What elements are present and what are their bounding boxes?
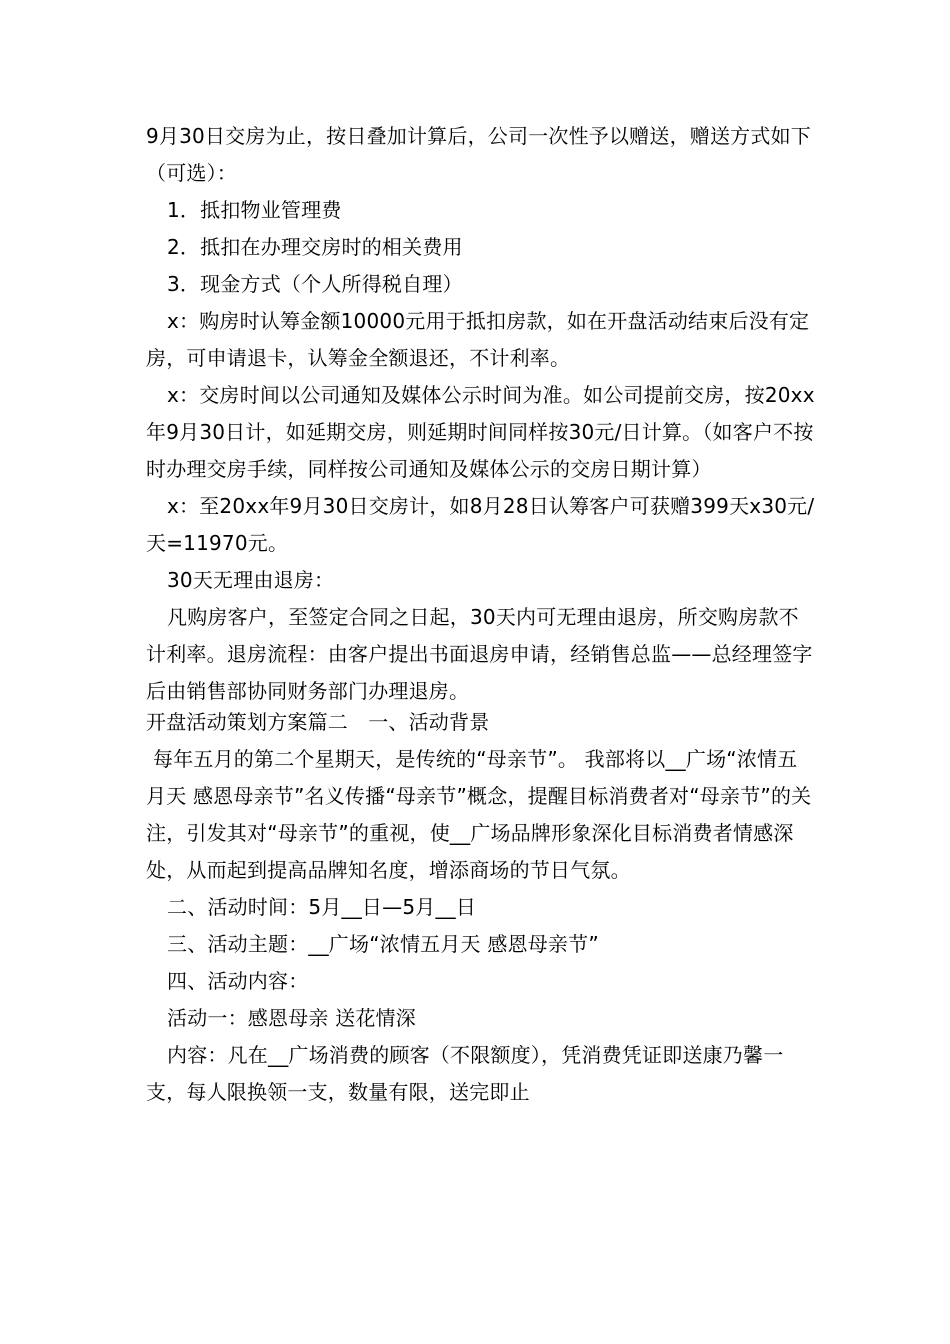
paragraph: 活动一：感恩母亲 送花情深	[167, 1006, 416, 1030]
paragraph: 三、活动主题：__广场“浓情五月天 感恩母亲节”	[167, 932, 599, 956]
list-item: 1．抵扣物业管理费	[167, 198, 342, 222]
document-body	[146, 118, 816, 1111]
paragraph: x：交房时间以公司通知及媒体公示时间为准。如公司提前交房，按20xx年9月30日计，如延期交房，则延期时间同样按30元/日计算。（如客户不按时办理交房手续，同样按公司通知及媒体公示的交房日期计算）	[146, 383, 815, 481]
paragraph: 30天无理由退房：	[167, 568, 335, 592]
paragraph: x：至20xx年9月30日交房计，如8月28日认筹客户可获赠399天x30元/天=11970元。	[146, 494, 815, 555]
paragraph: 内容：凡在__广场消费的顾客（不限额度），凭消费凭证即送康乃馨一支，每人限换领一支，数量有限，送完即止	[146, 1043, 784, 1104]
section-heading: 开盘活动策划方案篇二 一、活动背景	[146, 710, 490, 734]
paragraph: x：购房时认筹金额10000元用于抵扣房款，如在开盘活动结束后没有定房，可申请退卡，认筹金全额退还，不计利率。	[146, 309, 810, 370]
list-item: 3．现金方式（个人所得税自理）	[167, 272, 463, 296]
paragraph: 每年五月的第二个星期天，是传统的“母亲节”。 我部将以__广场“浓情五月天 感恩母亲节”名义传播“母亲节”概念，提醒目标消费者对“母亲节”的关注，引发其对“母亲节”的重视，使__广场品牌形象深化目标消费者情感深处，从而起到提高品牌知名度，增添商场的节日气氛。	[146, 747, 812, 882]
paragraph: 凡购房客户，至签定合同之日起，30天内可无理由退房，所交购房款不计利率。退房流程：由客户提出书面退房申请，经销售总监——总经理签字后由销售部协同财务部门办理退房。	[146, 605, 813, 703]
list-item: 2．抵扣在办理交房时的相关费用	[167, 235, 463, 259]
paragraph: 9月30日交房为止，按日叠加计算后，公司一次性予以赠送，赠送方式如下（可选）：	[146, 124, 811, 185]
paragraph: 二、活动时间：5月__日—5月__日	[167, 895, 477, 919]
paragraph: 四、活动内容：	[167, 969, 309, 993]
